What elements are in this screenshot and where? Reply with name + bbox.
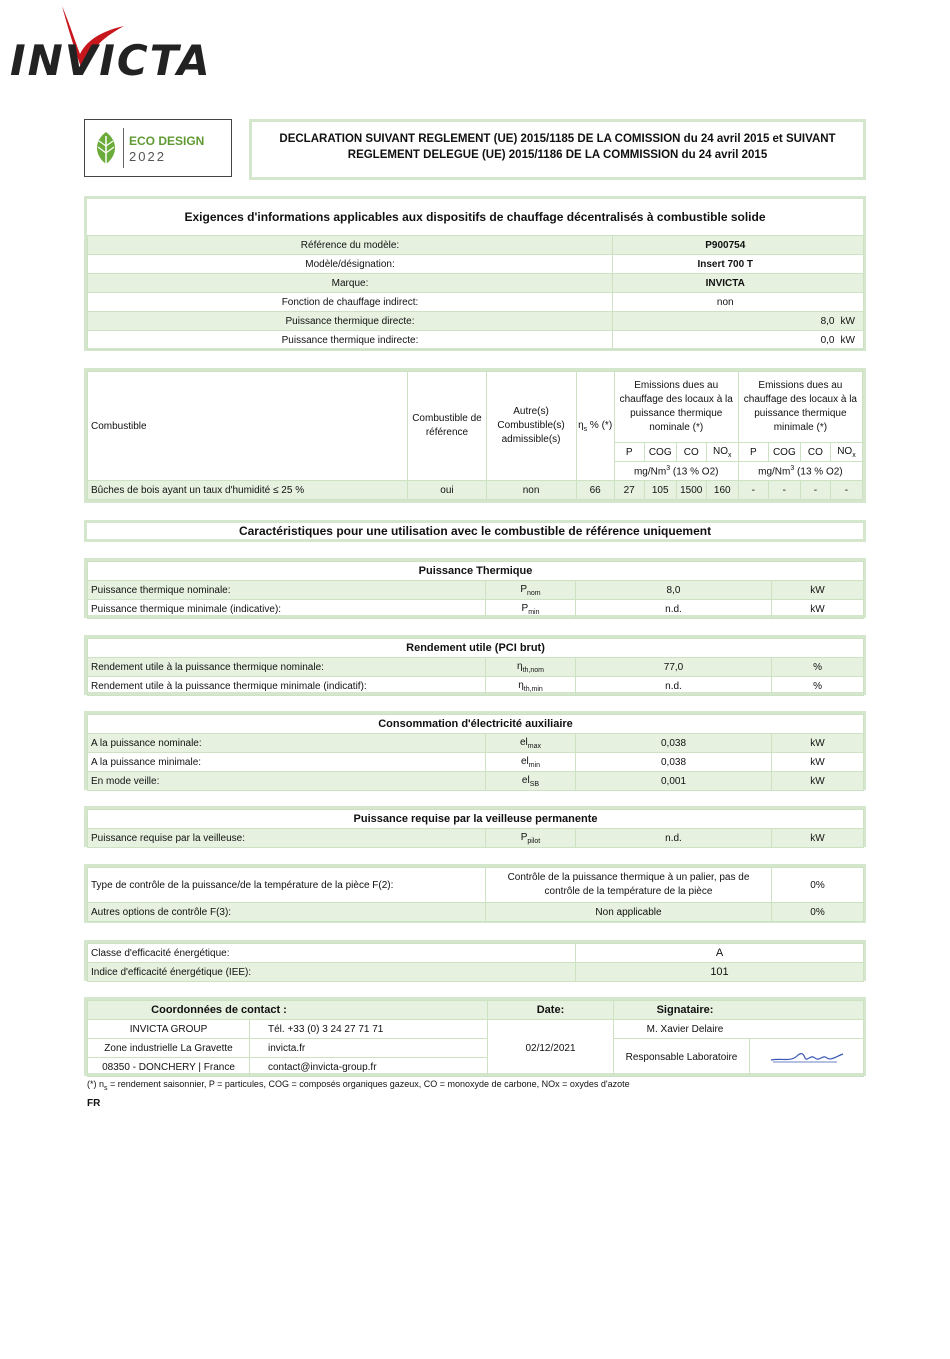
rendement-table — [87, 638, 864, 696]
row-value: 0,038 — [576, 753, 772, 772]
contact-website: invicta.fr — [250, 1039, 488, 1058]
pollutant-co: CO — [800, 443, 830, 462]
fuel-name: Bûches de bois ayant un taux d'humidité ≤ 25 % — [88, 481, 408, 500]
table-row — [88, 734, 864, 753]
table-row — [88, 944, 864, 963]
row-label: Fonction de chauffage indirect: — [88, 293, 613, 312]
puissance-section — [84, 558, 866, 618]
row-value: 8,0 — [613, 312, 838, 331]
contact-header: Coordonnées de contact : — [88, 1001, 488, 1020]
contact-email: contact@invicta-group.fr — [250, 1058, 488, 1077]
veilleuse-section — [84, 806, 866, 847]
row-value: n.d. — [576, 677, 772, 696]
date-header: Date: — [488, 1001, 614, 1020]
row-unit — [838, 274, 864, 293]
control-type-label: Type de contrôle de la puissance/de la température de la pièce F(2): — [88, 868, 486, 903]
row-value: 0,038 — [576, 734, 772, 753]
row-label: Référence du modèle: — [88, 236, 613, 255]
electricite-table — [87, 714, 864, 791]
emission-minimal-cog: - — [768, 481, 800, 500]
table-row — [88, 312, 864, 331]
contact-phone: Tél. +33 (0) 3 24 27 71 71 — [250, 1020, 488, 1039]
row-value: INVICTA — [613, 274, 838, 293]
pollutant-p: P — [738, 443, 768, 462]
row-label: En mode veille: — [88, 772, 486, 791]
table-row — [88, 331, 864, 350]
eco-design-title: ECO DESIGN — [129, 134, 205, 148]
row-unit: % — [772, 658, 864, 677]
iee-label: Indice d'efficacité énergétique (IEE): — [88, 963, 576, 982]
class-label: Classe d'efficacité énergétique: — [88, 944, 576, 963]
pollutant-nox: $NO_x$ — [830, 443, 862, 462]
header-emissions-nominal: Emissions dues au chauffage des locaux à la puissance thermique nominale (*) — [614, 372, 738, 443]
row-unit: % — [772, 677, 864, 696]
fuel-ns: 66 — [576, 481, 614, 500]
row-symbol: $el_{min}$ — [486, 753, 576, 772]
iee-value: 101 — [576, 963, 864, 982]
row-value: non — [613, 293, 838, 312]
row-value: 8,0 — [576, 581, 772, 600]
control-other-pct: 0% — [772, 903, 864, 922]
signatory-role: Responsable Laboratoire — [614, 1039, 750, 1077]
row-unit: kW — [838, 331, 864, 350]
signatory-header: Signataire: — [614, 1001, 864, 1020]
fuel-data-row — [88, 481, 863, 500]
electricite-section — [84, 711, 866, 790]
control-type-pct: 0% — [772, 868, 864, 903]
electricite-title: Consommation d'électricité auxiliaire — [88, 715, 864, 734]
emission-nominal-p: 27 — [614, 481, 644, 500]
fuel-section — [84, 368, 866, 503]
emission-nominal-cog: 105 — [644, 481, 676, 500]
table-row — [88, 255, 864, 274]
row-unit: kW — [838, 312, 864, 331]
row-unit: kW — [772, 772, 864, 791]
row-unit: kW — [772, 734, 864, 753]
table-row — [88, 236, 864, 255]
row-value: 0,001 — [576, 772, 772, 791]
brand-logo: INVICTA — [10, 36, 212, 85]
pollutant-nox: $NO_x$ — [706, 443, 738, 462]
ns-unit: % (*) — [587, 419, 613, 431]
row-value: 77,0 — [576, 658, 772, 677]
pollutant-co: CO — [676, 443, 706, 462]
header-emissions-minimal: Emissions dues au chauffage des locaux à la puissance thermique minimale (*) — [738, 372, 862, 443]
signature — [750, 1039, 864, 1077]
eco-design-year: 2022 — [129, 149, 166, 164]
row-label: Marque: — [88, 274, 613, 293]
row-unit — [838, 236, 864, 255]
contact-header-row — [88, 1001, 864, 1020]
row-label: Rendement utile à la puissance thermique minimale (indicatif): — [88, 677, 486, 696]
pollutant-cog: COG — [644, 443, 676, 462]
leaf-icon — [91, 130, 121, 166]
table-row — [88, 772, 864, 791]
row-symbol: $\eta_{th,nom}$ — [486, 658, 576, 677]
emission-nominal-co: 1500 — [676, 481, 706, 500]
table-row — [88, 293, 864, 312]
row-symbol: $el_{max}$ — [486, 734, 576, 753]
control-type-value: Contrôle de la puissance thermique à un palier, pas de contrôle de la température de la pièce — [486, 868, 772, 903]
row-symbol: $P_{nom}$ — [486, 581, 576, 600]
row-label: Puissance thermique directe: — [88, 312, 613, 331]
row-unit: kW — [772, 753, 864, 772]
row-symbol: $el_{SB}$ — [486, 772, 576, 791]
characteristics-title: Caractéristiques pour une utilisation avec le combustible de référence uniquement — [84, 520, 866, 542]
requirements-section — [84, 196, 866, 351]
row-label: Rendement utile à la puissance thermique nominale: — [88, 658, 486, 677]
emission-minimal-nox: - — [830, 481, 862, 500]
row-unit: kW — [772, 600, 864, 619]
control-other-label: Autres options de contrôle F(3): — [88, 903, 486, 922]
row-unit — [838, 255, 864, 274]
table-row — [88, 829, 864, 848]
table-row — [88, 753, 864, 772]
company-name: INVICTA GROUP — [88, 1020, 250, 1039]
pollutant-p: P — [614, 443, 644, 462]
row-value: n.d. — [576, 829, 772, 848]
row-label: Puissance thermique nominale: — [88, 581, 486, 600]
emission-nominal-nox: 160 — [706, 481, 738, 500]
emission-minimal-p: - — [738, 481, 768, 500]
row-unit: kW — [772, 581, 864, 600]
eta-sub: s — [583, 425, 588, 433]
table-row — [88, 1039, 864, 1058]
row-value: 0,0 — [613, 331, 838, 350]
table-row — [88, 658, 864, 677]
table-row — [88, 963, 864, 982]
declaration-line-2: REGLEMENT DELEGUE (UE) 2015/1186 DE LA COMMISSION du 24 avril 2015 — [347, 149, 768, 161]
fuel-table — [87, 371, 863, 500]
rendement-section — [84, 635, 866, 695]
table-row — [88, 581, 864, 600]
row-label: A la puissance minimale: — [88, 753, 486, 772]
declaration-line-1: DECLARATION SUIVANT REGLEMENT (UE) 2015/1185 DE LA COMISSION du 24 avril 2015 et SUIVANT — [279, 133, 836, 145]
puissance-table — [87, 561, 864, 619]
row-symbol: $P_{min}$ — [486, 600, 576, 619]
row-unit: kW — [772, 829, 864, 848]
table-row — [88, 868, 864, 903]
company-address: Zone industrielle La Gravette — [88, 1039, 250, 1058]
requirements-title: Exigences d'informations applicables aux dispositifs de chauffage décentralisés à combustible solide — [184, 210, 766, 224]
puissance-title: Puissance Thermique — [88, 562, 864, 581]
row-label: A la puissance nominale: — [88, 734, 486, 753]
row-label: Puissance thermique minimale (indicative): — [88, 600, 486, 619]
language-code: FR — [87, 1098, 101, 1109]
declaration-date: 02/12/2021 — [488, 1020, 614, 1077]
controle-section — [84, 864, 866, 923]
requirements-table — [87, 235, 864, 350]
classe-table — [87, 943, 864, 982]
veilleuse-table — [87, 809, 864, 848]
row-value: Insert 700 T — [613, 255, 838, 274]
table-row — [88, 274, 864, 293]
eco-design-badge — [84, 119, 232, 177]
contact-table — [87, 1000, 864, 1077]
row-unit — [838, 293, 864, 312]
signatory-name: M. Xavier Delaire — [614, 1020, 864, 1039]
declaration-header — [249, 119, 866, 180]
contact-section — [84, 997, 866, 1076]
fuel-header-row — [88, 372, 863, 443]
unit-minimal: mg/Nm$^3$ (13 % O2) — [738, 462, 862, 481]
controle-table — [87, 867, 864, 922]
table-row — [88, 677, 864, 696]
pollutant-cog: COG — [768, 443, 800, 462]
header-reference: Combustible de référence — [408, 372, 486, 481]
fuel-reference: oui — [408, 481, 486, 500]
row-symbol: $\eta_{th,min}$ — [486, 677, 576, 696]
control-other-value: Non applicable — [486, 903, 772, 922]
class-value: A — [576, 944, 864, 963]
eta-symbol: η — [578, 419, 584, 431]
header-combustible: Combustible — [88, 372, 408, 481]
rendement-title: Rendement utile (PCI brut) — [88, 639, 864, 658]
table-row — [88, 1020, 864, 1039]
row-label: Puissance requise par la veilleuse: — [88, 829, 486, 848]
emission-minimal-co: - — [800, 481, 830, 500]
row-label: Puissance thermique indirecte: — [88, 331, 613, 350]
signature-graphic — [767, 1044, 847, 1068]
row-value: P900754 — [613, 236, 838, 255]
company-city: 08350 - DONCHERY | France — [88, 1058, 250, 1077]
header-autres: Autre(s) Combustible(s) admissible(s) — [486, 372, 576, 481]
row-symbol: $P_{pilot}$ — [486, 829, 576, 848]
table-row — [88, 600, 864, 619]
classe-section — [84, 940, 866, 981]
row-value: n.d. — [576, 600, 772, 619]
row-label: Modèle/désignation: — [88, 255, 613, 274]
fuel-autres: non — [486, 481, 576, 500]
table-row — [88, 903, 864, 922]
footnote: (*) $n_s$ = rendement saisonnier, P = particules, COG = composés organiques gazeux, CO = monoxyde de carbone, NOx = oxydes d'azote — [87, 1079, 630, 1092]
header-ns — [576, 372, 614, 481]
veilleuse-title: Puissance requise par la veilleuse permanente — [88, 810, 864, 829]
unit-nominal: mg/Nm$^3$ (13 % O2) — [614, 462, 738, 481]
